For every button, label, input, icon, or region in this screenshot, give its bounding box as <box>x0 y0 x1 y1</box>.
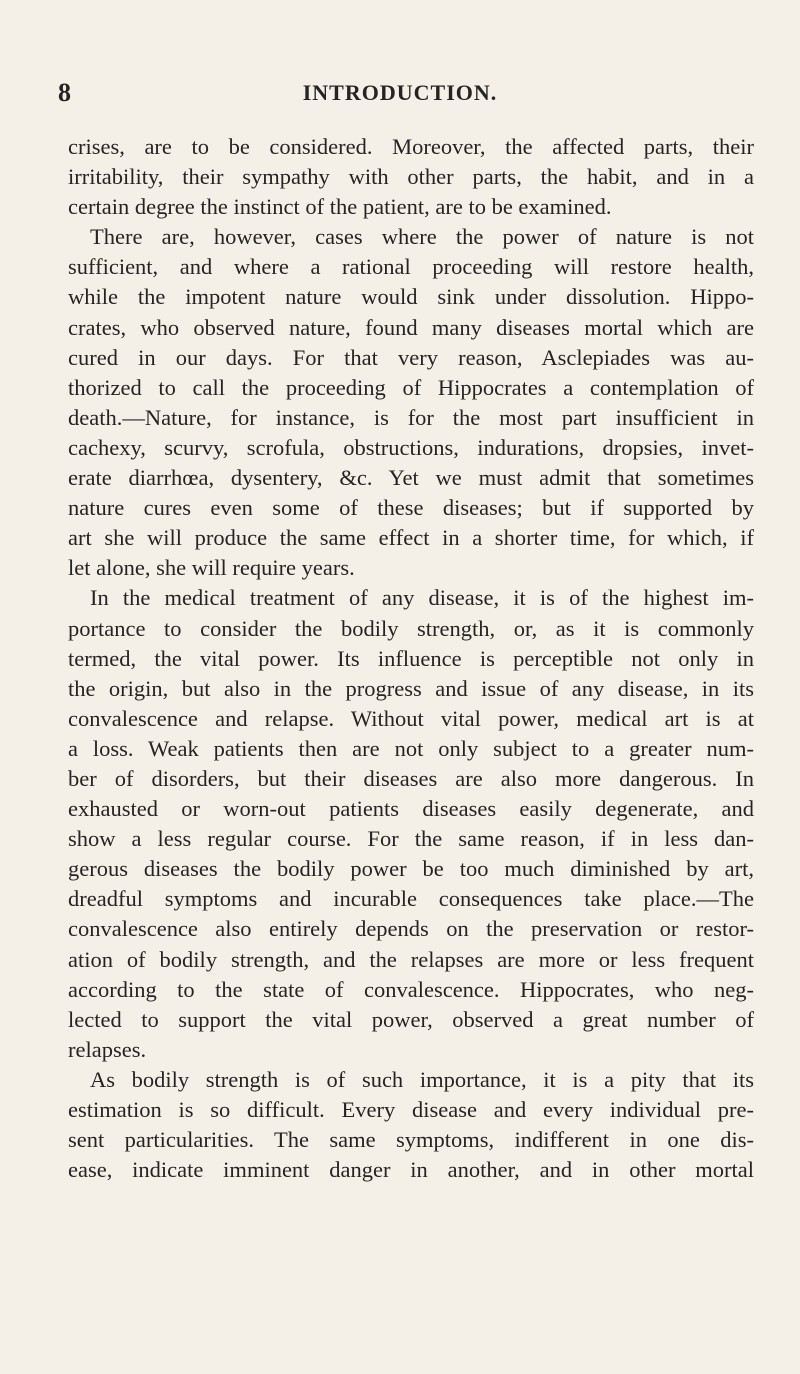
text-line: lected to support the vital power, observed a great number of <box>68 1006 754 1032</box>
text-line: In the medical treatment of any disease, it is of the highest im- <box>90 585 754 611</box>
paragraph <box>68 1065 754 1185</box>
text-line: estimation is so difficult. Every disease and every individual pre- <box>68 1097 754 1122</box>
text-line: irritability, their sympathy with other parts, the habit, and in a <box>68 164 754 190</box>
text-line: crates, who observed nature, found many diseases mortal which are <box>68 314 754 340</box>
text-line: while the impotent nature would sink under dissolution. Hippo- <box>68 284 754 310</box>
text-line: gerous diseases the bodily power be too much diminished by art, <box>68 856 754 882</box>
text-line: sufficient, and where a rational proceeding will restore health, <box>68 254 754 280</box>
text-line: exhausted or worn-out patients diseases easily degenerate, and <box>68 796 754 822</box>
text-line: erate diarrhœa, dysentery, &c. Yet we must admit that sometimes <box>68 465 754 491</box>
text-line: certain degree the instinct of the patient, are to be examined. <box>68 194 612 220</box>
text-line: show a less regular course. For the same reason, if in less dan- <box>68 826 754 852</box>
text-line: ber of disorders, but their diseases are also more dangerous. In <box>68 765 754 791</box>
text-line: termed, the vital power. Its influence is perceptible not only in <box>68 645 754 671</box>
text-line: death.—Nature, for instance, is for the most part insufficient in <box>68 404 754 430</box>
paragraph <box>68 583 754 1065</box>
text-line: cured in our days. For that very reason, Asclepiades was au- <box>68 344 754 370</box>
running-title: INTRODUCTION. <box>302 80 498 105</box>
text-line: the origin, but also in the progress and issue of any disease, in its <box>68 675 754 701</box>
text-line: As bodily strength is of such importance, it is a pity that its <box>90 1066 754 1092</box>
text-line: sent particularities. The same symptoms, indifferent in one dis- <box>68 1127 754 1153</box>
text-line: according to the state of convalescence. Hippocrates, who neg- <box>68 976 754 1002</box>
text-line: a loss. Weak patients then are not only subject to a greater num- <box>68 735 754 761</box>
text-line: let alone, she will require years. <box>68 555 355 581</box>
text-line: thorized to call the proceeding of Hippocrates a contemplation of <box>68 374 754 400</box>
text-line: ease, indicate imminent danger in another, and in other mortal <box>68 1157 754 1183</box>
paragraph <box>68 132 754 222</box>
text-line: art she will produce the same effect in a shorter time, for which, if <box>68 525 754 551</box>
paragraph <box>68 222 754 583</box>
text-line: portance to consider the bodily strength, or, as it is commonly <box>68 615 754 641</box>
text-line: There are, however, cases where the power of nature is not <box>90 224 754 250</box>
page-body <box>68 132 754 1185</box>
text-line: relapses. <box>68 1036 147 1062</box>
text-line: ation of bodily strength, and the relapses are more or less frequent <box>68 946 754 972</box>
text-line: crises, are to be considered. Moreover, the affected parts, their <box>68 134 754 159</box>
page-number: 8 <box>58 78 71 107</box>
text-line: convalescence also entirely depends on the preservation or restor- <box>68 916 754 942</box>
text-line: nature cures even some of these diseases; but if supported by <box>68 495 754 521</box>
text-line: cachexy, scurvy, scrofula, obstructions, indurations, dropsies, invet- <box>68 434 754 460</box>
text-line: dreadful symptoms and incurable consequences take place.—The <box>68 886 754 912</box>
text-line: convalescence and relapse. Without vital power, medical art is at <box>68 705 754 731</box>
